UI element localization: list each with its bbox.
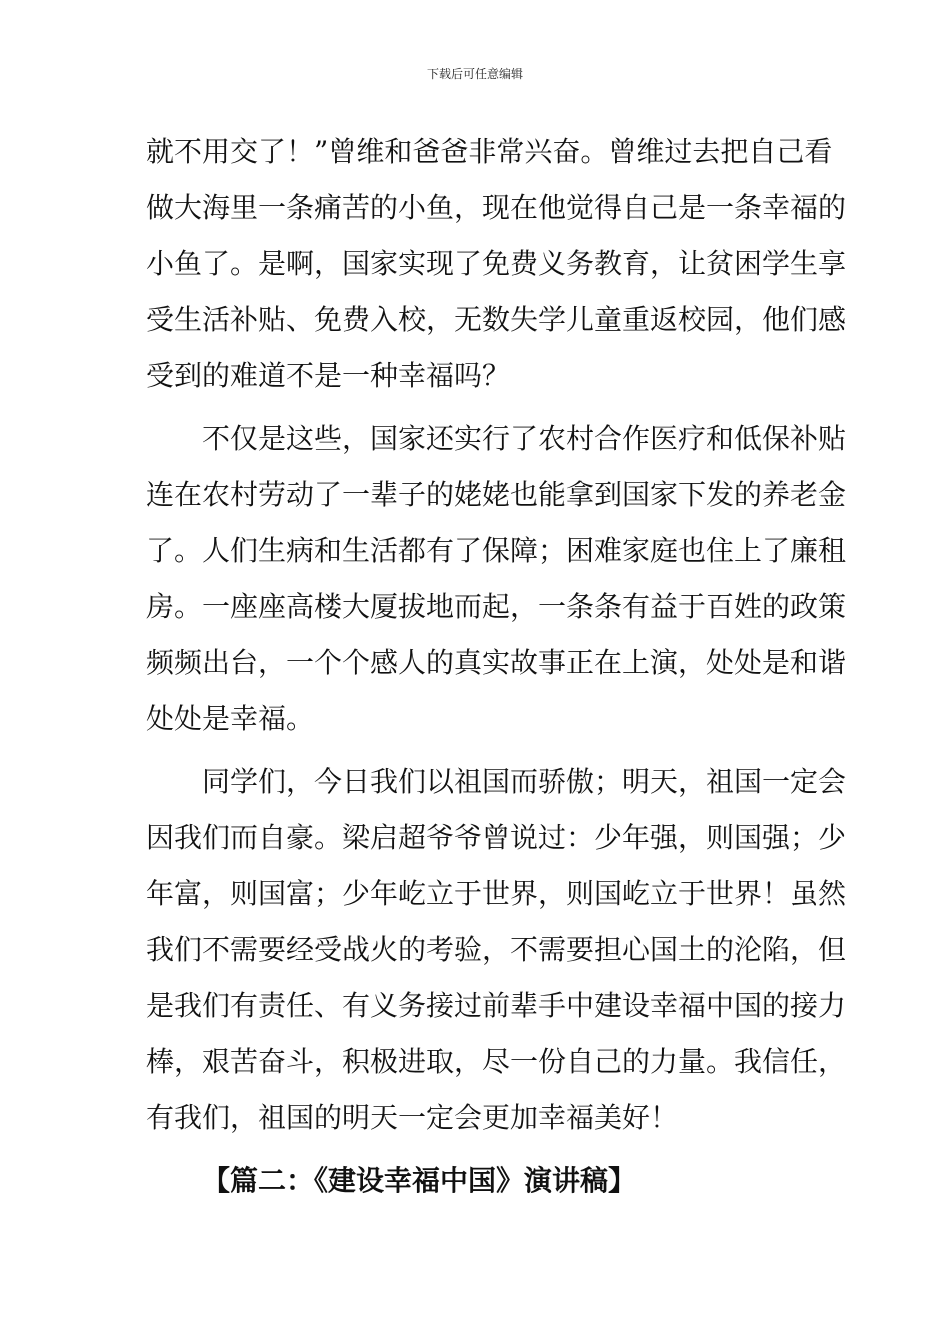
text-line: 年富，则国富；少年屹立于世界，则国屹立于世界！虽然: [146, 877, 847, 910]
text-line: 受生活补贴、免费入校，无数失学儿童重返校园，他们感: [146, 303, 847, 336]
text-line: 连在农村劳动了一辈子的姥姥也能拿到国家下发的养老金: [146, 478, 847, 511]
text-line: 受到的难道不是一种幸福吗？: [146, 359, 511, 392]
text-line: 小鱼了。是啊，国家实现了免费义务教育，让贫困学生享: [146, 247, 847, 280]
section-heading: 【篇二：《建设幸福中国》演讲稿】: [202, 1164, 637, 1197]
text-line: 有我们，祖国的明天一定会更加幸福美好！: [146, 1101, 679, 1134]
text-line: 处处是幸福。: [146, 702, 315, 735]
text-line: 同学们，今日我们以祖国而骄傲；明天，祖国一定会: [202, 765, 847, 798]
text-line: 了。人们生病和生活都有了保障；困难家庭也住上了廉租: [146, 534, 847, 567]
text-line: 就不用交了！”曾维和爸爸非常兴奋。曾维过去把自己看: [146, 135, 833, 168]
text-line: 棒，艰苦奋斗，积极进取，尽一份自己的力量。我信任，: [146, 1045, 847, 1078]
page-header: 下载后可任意编辑: [426, 67, 523, 81]
text-line: 是我们有责任、有义务接过前辈手中建设幸福中国的接力: [146, 989, 847, 1022]
text-line: 房。一座座高楼大厦拔地而起，一条条有益于百姓的政策: [146, 590, 847, 623]
text-line: 我们不需要经受战火的考验，不需要担心国土的沦陷，但: [146, 933, 847, 966]
text-line: 做大海里一条痛苦的小鱼，现在他觉得自己是一条幸福的: [146, 191, 847, 224]
text-line: 频频出台，一个个感人的真实故事正在上演，处处是和谐: [146, 646, 847, 679]
text-line: 因我们而自豪。梁启超爷爷曾说过：少年强，则国强；少: [146, 821, 847, 854]
text-line: 不仅是这些，国家还实行了农村合作医疗和低保补贴: [202, 422, 847, 455]
